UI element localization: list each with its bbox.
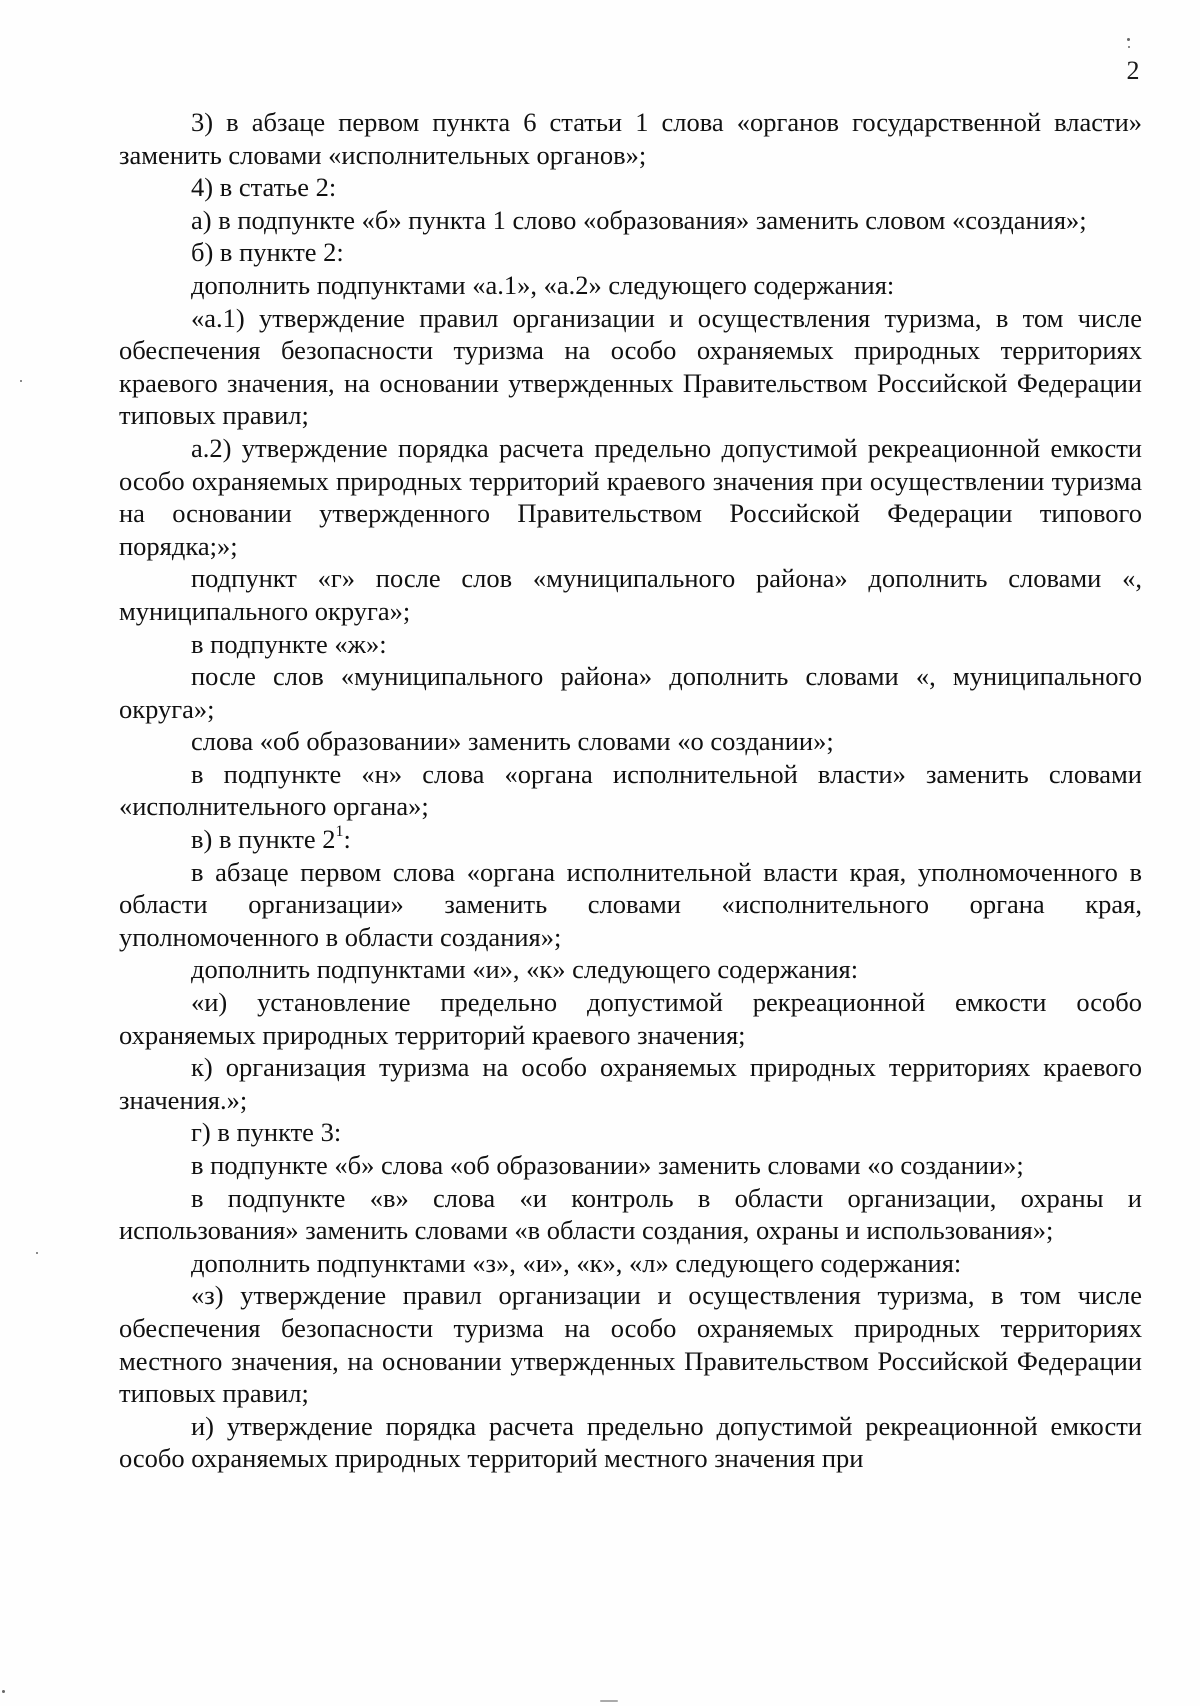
paragraph: в подпункте «ж»: [191, 628, 387, 659]
paragraph: дополнить подпунктами «з», «и», «к», «л» следующего содержания: [191, 1247, 962, 1278]
paragraph: к) организация туризма на особо охраняемых природных территориях краевого значения.»; [119, 1052, 1142, 1115]
scan-speck [36, 1252, 38, 1254]
paragraph: 4) в статье 2: [191, 172, 337, 203]
paragraph: в подпункте «н» слова «органа исполнительной власти» заменить словами «исполнительного органа»; [119, 758, 1142, 822]
page-number: 2 [1126, 56, 1140, 85]
paragraph: в подпункте «б» слова «об образовании» заменить словами «о создании»; [191, 1150, 1024, 1180]
scan-speck [1128, 46, 1130, 48]
punkt-2-1-text: в) в пункте 2 [191, 824, 336, 855]
paragraph: «а.1) утверждение правил организации и осуществления туризма, в том числе обеспечения безопасности туризма на особо охраняемых природных территориях краевого значения, на основании утвержденных Правительством Российской Федерации типовых правил; [119, 302, 1142, 431]
paragraph: 3) в абзаце первом пункта 6 статьи 1 слова «органов государственной власти» заменить словами «исполнительных органов»; [119, 107, 1142, 170]
scan-speck [600, 1700, 618, 1702]
paragraph: после слов «муниципального района» дополнить словами «, муниципального округа»; [119, 661, 1142, 724]
paragraph: «и) установление предельно допустимой рекреационной емкости особо охраняемых природных территорий краевого значения; [119, 987, 1142, 1050]
paragraph: дополнить подпунктами «и», «к» следующего содержания: [191, 954, 859, 985]
paragraph: а) в подпункте «б» пункта 1 слово «образования» заменить словом «создания»; [191, 204, 1087, 235]
paragraph: и) утверждение порядка расчета предельно допустимой рекреационной емкости особо охраняемых природных территорий местного значения при [119, 1410, 1142, 1474]
scan-speck [1127, 38, 1130, 41]
paragraph: в подпункте «в» слова «и контроль в области организации, охраны и использования» заменить словами «в области создания, охраны и использования»; [119, 1182, 1142, 1246]
paragraph: подпункт «г» после слов «муниципального района» дополнить словами «, муниципального округа»; [119, 563, 1142, 626]
paragraph-punkt-2-1 [119, 823, 1142, 856]
document-body [119, 106, 1142, 1475]
paragraph: г) в пункте 3: [191, 1117, 342, 1148]
paragraph: в абзаце первом слова «органа исполнительной власти края, уполномоченного в области организации» заменить словами «исполнительного органа края, уполномоченного в области создания»; [119, 856, 1142, 952]
scan-speck [20, 380, 22, 382]
paragraph: б) в пункте 2: [191, 237, 344, 268]
paragraph: «з) утверждение правил организации и осуществления туризма, в том числе обеспечения безопасности туризма на особо охраняемых природных территориях местного значения, на основании утвержденных Правительством Российской Федерации типовых правил; [119, 1280, 1142, 1409]
paragraph: слова «об образовании» заменить словами «о создании»; [191, 726, 834, 757]
punkt-2-1-colon: : [343, 824, 351, 855]
scan-speck [2, 1690, 5, 1693]
punkt-2-1-superscript: 1 [335, 823, 344, 841]
paragraph: а.2) утверждение порядка расчета предельно допустимой рекреационной емкости особо охраняемых природных территорий краевого значения при осуществлении туризма на основании утвержденного Правительством Российской Федерации типового порядка;»; [119, 432, 1142, 561]
paragraph: дополнить подпунктами «а.1», «а.2» следующего содержания: [191, 269, 895, 300]
